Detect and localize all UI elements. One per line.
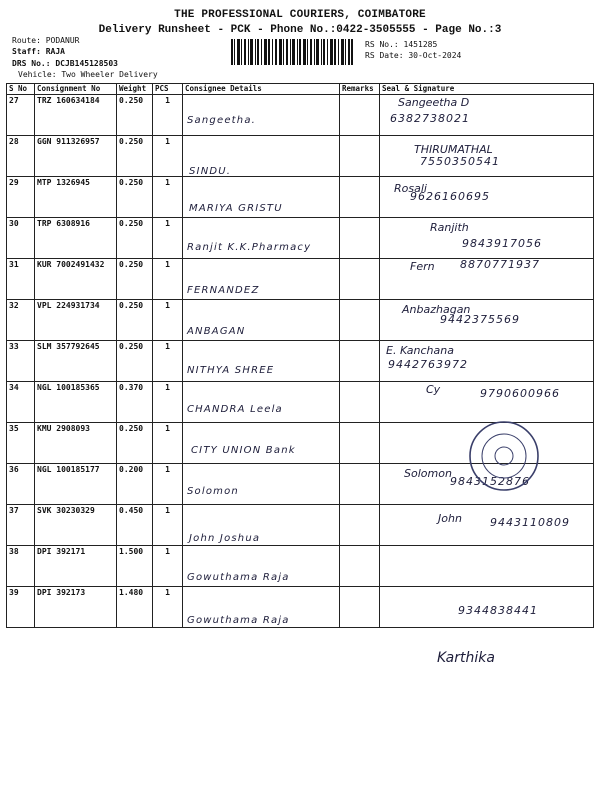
row-weight: 0.250 [117, 423, 153, 464]
column-header: S No [7, 84, 35, 95]
runsheet-subtitle: Delivery Runsheet - PCK - Phone No.:0422-3505555 - Page No.:3 [98, 24, 502, 36]
consignment-number: KUR 7002491432 [35, 259, 117, 300]
recipient-signature: Ranjith [430, 221, 469, 234]
remarks-cell [340, 505, 380, 546]
row-weight: 0.200 [117, 464, 153, 505]
bank-seal-stamp [468, 420, 540, 492]
recipient-signature: Fern [410, 260, 435, 273]
drs-line [12, 59, 118, 69]
remarks-cell [340, 300, 380, 341]
consignee-cell [183, 382, 340, 423]
row-weight: 0.250 [117, 341, 153, 382]
row-pieces: 1 [153, 464, 183, 505]
row-serial-number: 28 [7, 136, 35, 177]
column-header: Seal & Signature [380, 84, 594, 95]
recipient-signature: Anbazhagan [402, 303, 471, 316]
recipient-signature: John [438, 512, 462, 525]
runsheet-title: THE PROFESSIONAL COURIERS, COIMBATORE [174, 9, 426, 21]
consignment-number: VPL 224931734 [35, 300, 117, 341]
table-row [7, 505, 594, 546]
column-header: Remarks [340, 84, 380, 95]
rs-date-label: RS Date: [365, 51, 404, 60]
remarks-cell [340, 382, 380, 423]
drs-value: DCJB145128503 [55, 59, 118, 68]
remarks-cell [340, 587, 380, 628]
table-row [7, 300, 594, 341]
table-row [7, 136, 594, 177]
vehicle-line [18, 70, 158, 80]
row-serial-number: 30 [7, 218, 35, 259]
table-row [7, 95, 594, 136]
consignee-name: Sangeetha. [187, 115, 257, 126]
recipient-phone: 9442763972 [388, 358, 468, 371]
seal-signature-cell [380, 587, 594, 628]
consignee-name: FERNANDEZ [187, 285, 260, 296]
consignee-name: CHANDRA Leela [187, 404, 283, 415]
runsheet-table [6, 83, 594, 628]
consignee-name: Gowuthama Raja [187, 572, 290, 583]
consignee-name: John Joshua [189, 533, 261, 544]
consignment-number: KMU 2908093 [35, 423, 117, 464]
consignee-cell [183, 464, 340, 505]
row-pieces: 1 [153, 587, 183, 628]
remarks-cell [340, 177, 380, 218]
remarks-cell [340, 259, 380, 300]
consignment-number: DPI 392173 [35, 587, 117, 628]
table-row [7, 259, 594, 300]
row-pieces: 1 [153, 95, 183, 136]
seal-signature-cell [380, 177, 594, 218]
row-serial-number: 29 [7, 177, 35, 218]
consignment-number: DPI 392171 [35, 546, 117, 587]
consignee-cell [183, 423, 340, 464]
row-weight: 0.450 [117, 505, 153, 546]
rs-no-value: 1451285 [403, 40, 438, 49]
route-line [12, 36, 79, 46]
row-pieces: 1 [153, 300, 183, 341]
rs-no-label: RS No.: [365, 40, 399, 49]
recipient-signature: E. Kanchana [386, 344, 454, 357]
row-pieces: 1 [153, 177, 183, 218]
row-serial-number: 32 [7, 300, 35, 341]
row-weight: 0.370 [117, 382, 153, 423]
row-weight: 0.250 [117, 95, 153, 136]
remarks-cell [340, 218, 380, 259]
consignment-number: GGN 911326957 [35, 136, 117, 177]
recipient-signature: Solomon [404, 467, 452, 480]
seal-signature-cell [380, 300, 594, 341]
table-row [7, 218, 594, 259]
staff-value: RAJA [45, 47, 65, 56]
table-row [7, 341, 594, 382]
remarks-cell [340, 423, 380, 464]
table-row [7, 382, 594, 423]
column-header: Consignee Details [183, 84, 340, 95]
rs-date-line [365, 51, 461, 61]
row-pieces: 1 [153, 423, 183, 464]
seal-signature-cell [380, 259, 594, 300]
consignee-cell [183, 587, 340, 628]
table-body [7, 95, 594, 628]
row-pieces: 1 [153, 341, 183, 382]
row-serial-number: 39 [7, 587, 35, 628]
consignee-name: ANBAGAN [187, 326, 246, 337]
row-weight: 0.250 [117, 177, 153, 218]
recipient-signature: Cy [426, 383, 441, 396]
recipient-phone: 9443110809 [490, 516, 570, 529]
recipient-phone: 9442375569 [440, 313, 520, 326]
drs-label: DRS No.: [12, 59, 51, 68]
seal-signature-cell [380, 95, 594, 136]
seal-signature-cell [380, 382, 594, 423]
seal-signature-cell [380, 546, 594, 587]
row-weight: 0.250 [117, 300, 153, 341]
staff-label: Staff: [12, 47, 41, 56]
row-weight: 0.250 [117, 259, 153, 300]
row-serial-number: 34 [7, 382, 35, 423]
row-pieces: 1 [153, 136, 183, 177]
recipient-phone: 9843152876 [450, 475, 530, 488]
row-pieces: 1 [153, 382, 183, 423]
row-serial-number: 37 [7, 505, 35, 546]
table-header-row [7, 84, 594, 95]
consignment-number: TRZ 160634184 [35, 95, 117, 136]
consignee-cell [183, 136, 340, 177]
row-serial-number: 38 [7, 546, 35, 587]
consignment-number: MTP 1326945 [35, 177, 117, 218]
recipient-phone: 9344838441 [458, 604, 538, 617]
consignee-name: MARIYA GRISTU [189, 203, 283, 214]
remarks-cell [340, 136, 380, 177]
consignee-cell [183, 341, 340, 382]
remarks-cell [340, 546, 380, 587]
seal-signature-cell [380, 218, 594, 259]
row-pieces: 1 [153, 546, 183, 587]
supervisor-signature: Karthika [437, 650, 495, 666]
consignee-name: SINDU. [189, 166, 232, 177]
consignee-name: Gowuthama Raja [187, 615, 290, 626]
remarks-cell [340, 95, 380, 136]
row-serial-number: 36 [7, 464, 35, 505]
seal-signature-cell [380, 505, 594, 546]
rs-no-line [365, 40, 437, 50]
rs-date-value: 30-Oct-2024 [408, 51, 462, 60]
column-header: Consignment No [35, 84, 117, 95]
recipient-phone: 9843917056 [462, 237, 542, 250]
consignment-number: NGL 100185365 [35, 382, 117, 423]
route-label: Route: [12, 36, 41, 45]
consignee-name: Solomon [187, 486, 239, 497]
table-row [7, 546, 594, 587]
recipient-phone: 6382738021 [390, 112, 470, 125]
seal-signature-cell [380, 136, 594, 177]
recipient-phone: 9626160695 [410, 190, 490, 203]
consignee-cell [183, 259, 340, 300]
vehicle-value: Two Wheeler Delivery [61, 70, 158, 79]
consignee-cell [183, 95, 340, 136]
consignment-number: TRP 6308916 [35, 218, 117, 259]
consignment-number: SLM 357792645 [35, 341, 117, 382]
table-row [7, 587, 594, 628]
seal-signature-cell [380, 341, 594, 382]
remarks-cell [340, 464, 380, 505]
table-row [7, 177, 594, 218]
barcode-image [231, 39, 353, 65]
column-header: PCS [153, 84, 183, 95]
row-weight: 1.500 [117, 546, 153, 587]
row-weight: 0.250 [117, 136, 153, 177]
row-pieces: 1 [153, 218, 183, 259]
row-weight: 1.480 [117, 587, 153, 628]
consignee-name: NITHYA SHREE [187, 365, 275, 376]
row-serial-number: 33 [7, 341, 35, 382]
remarks-cell [340, 341, 380, 382]
recipient-signature: Rosali [394, 182, 427, 195]
recipient-phone: 8870771937 [460, 258, 540, 271]
row-serial-number: 35 [7, 423, 35, 464]
recipient-signature: Sangeetha D [398, 96, 470, 109]
consignee-cell [183, 300, 340, 341]
row-pieces: 1 [153, 505, 183, 546]
route-value: PODANUR [45, 36, 80, 45]
row-pieces: 1 [153, 259, 183, 300]
consignee-cell [183, 177, 340, 218]
row-serial-number: 31 [7, 259, 35, 300]
consignee-name: Ranjit K.K.Pharmacy [187, 242, 312, 253]
column-header: Weight [117, 84, 153, 95]
recipient-phone: 9790600966 [480, 387, 560, 400]
consignee-cell [183, 218, 340, 259]
consignee-name: CITY UNION Bank [191, 445, 296, 456]
recipient-signature: THIRUMATHAL [414, 143, 493, 156]
row-serial-number: 27 [7, 95, 35, 136]
staff-line [12, 47, 65, 57]
consignment-number: NGL 100185177 [35, 464, 117, 505]
consignee-cell [183, 505, 340, 546]
recipient-phone: 7550350541 [420, 155, 500, 168]
row-weight: 0.250 [117, 218, 153, 259]
consignee-cell [183, 546, 340, 587]
vehicle-label: Vehicle: [18, 70, 57, 79]
consignment-number: SVK 30230329 [35, 505, 117, 546]
